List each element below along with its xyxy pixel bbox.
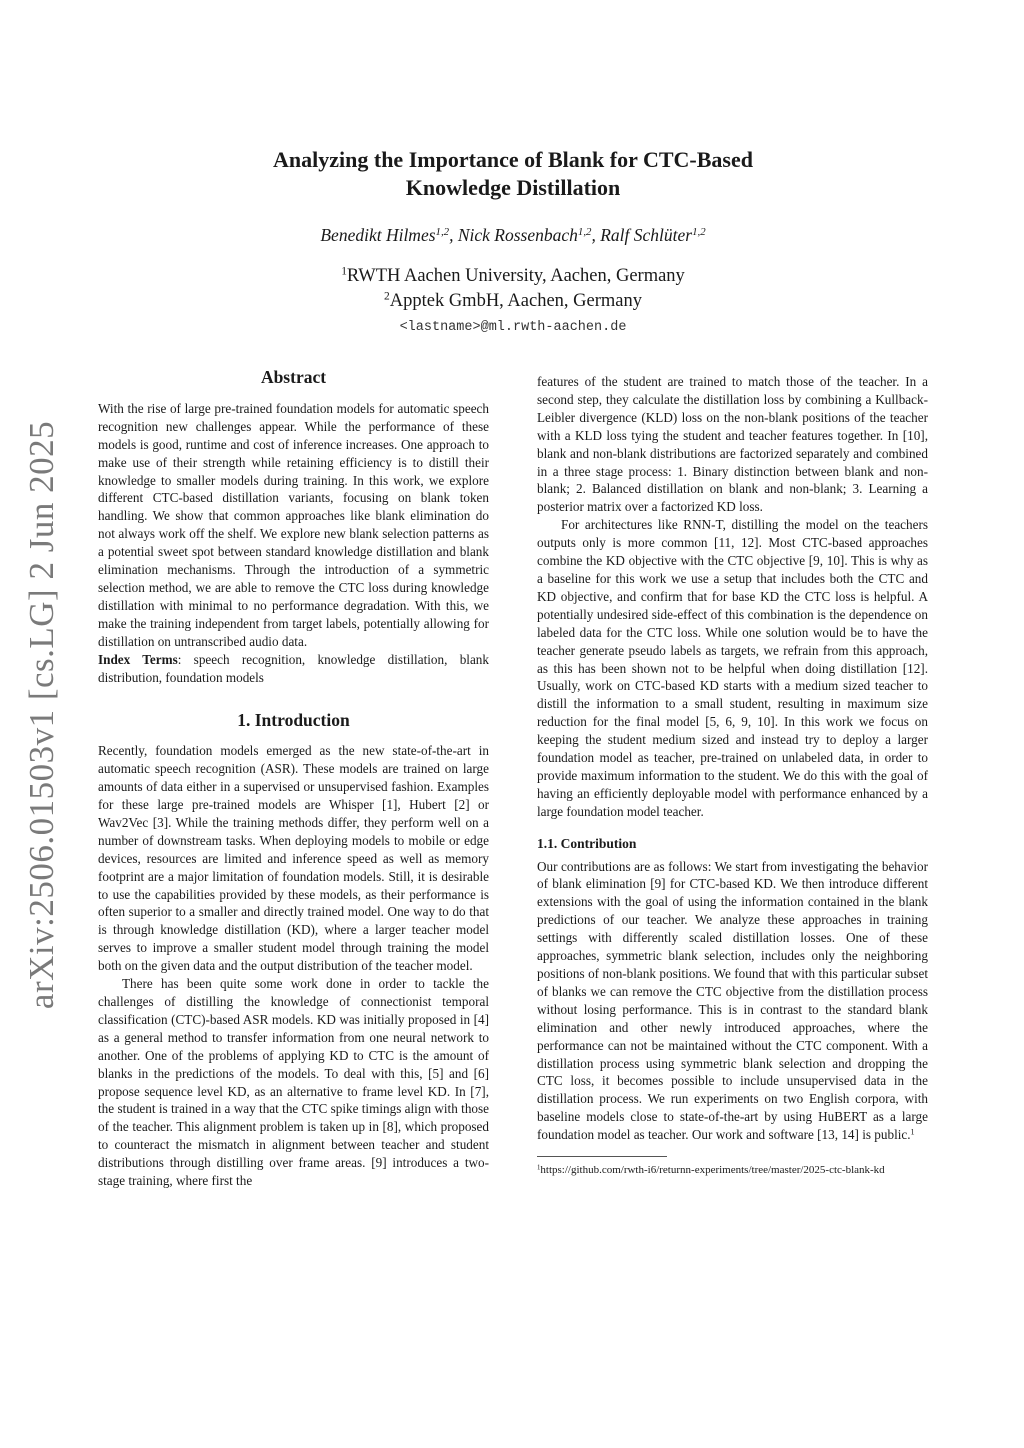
title-line-1: Analyzing the Importance of Blank for CTC-Based	[273, 147, 753, 172]
right-paragraph-1: features of the student are trained to match those of the teacher. In a second step, they calculate the distillation loss by combining a Kullback-Leibler divergence (KLD) loss on the non-blank positions of the teacher with a KLD loss tying the student and teacher features together. In [10], blank and non-blank distributions are factorized separately and combined in a three stage process: 1. Binary distinction between blank and non-blank; 2. Balanced distillation on blank and non-blank; 3. Learning a posterior matrix over a factorized KD loss.	[537, 374, 928, 515]
paper-title	[200, 146, 826, 202]
affiliation-1	[200, 266, 826, 287]
intro-paragraph-1: Recently, foundation models emerged as the new state-of-the-art in automatic speech recognition (ASR). These models are trained on large amounts of data either in a supervised or unsupervised fashion. Examples for these large pre-trained models are Whisper [1], Hubert [2] or Wav2Vec [3]. While the training methods differ, they perform well on a number of downstream tasks. When deploying models to mobile or edge devices, resources are limited and inference speed as well as memory footprint are a major limitation of foundation models. Still, it is desirable to use the capabilities provided by these models, as their performance is often superior to a smaller and directly trained model. One way to do that is through knowledge distillation (KD), where a larger teacher model serves to improve a smaller student model through training the model both on the given data and the output distribution of the teacher model.	[98, 743, 489, 974]
author-email: <lastname>@ml.rwth-aachen.de	[399, 320, 627, 335]
footnote-divider	[537, 1156, 667, 1157]
affiliation-mark: 1	[341, 265, 347, 278]
abstract-text: With the rise of large pre-trained foundation models for automatic speech recognition new challenges appear. While the performance of these models is good, runtime and cost of inference increases. One approach to make use of their strength while retaining efficiency is to distill their knowledge to smaller models during training. In this work, we explore different CTC-based distillation variants, focusing on blank token handling. We show that common approaches like blank elimination do not always work off the shelf. We explore new blank selection patterns as a potential sweet spot between standard knowledge distillation and blank elimination mechanisms. Through the introduction of a symmetric selection method, we are able to remove the CTC loss during knowledge distillation with minimal to no performance degradation. With this, we make the training independent from target labels, potentially allowing for distillation on untranscribed audio data.	[98, 400, 489, 649]
abstract-heading: Abstract	[260, 367, 327, 387]
author-affiliation-mark: 1,2	[577, 226, 592, 239]
right-paragraph-2: For architectures like RNN-T, distilling the model on the teachers outputs only is more common [11, 12]. Most CTC-based approaches combine the KD objective with the CTC objective [9, 10]. This is why as a baseline for this work we use a setup that includes both the CTC and KD objective, and confirm that for base KD the CTC loss is helpful. A potentially undesired side-effect of this combination is the dependence on labeled data for the CTC loss. While one solution would be to have the teacher generate pseudo labels as targets, we refrain from this approach, as this has been shown not to be helpful when doing distillation [12]. Usually, work on CTC-based KD starts with a medium sized teacher to distill the information to a small student, resulting in maximum size reduction for the final model [5, 6, 9, 10]. In this work we focus on keeping the student medium sized and instead try to deploy a larger foundation model as teacher, pre-trained on unlabeled data, in order to provide maximum information to the student. We do this with the goal of having an efficiently deployable model with performance enhanced by a large foundation model teacher.	[537, 517, 928, 819]
index-terms-text: : speech recognition, knowledge distillation, blank distribution, foundation models	[98, 651, 489, 685]
author-affiliation-mark: 1,2	[435, 226, 450, 239]
author-separator: ,	[449, 225, 458, 245]
footnote-reference[interactable]: 1	[910, 1127, 915, 1137]
left-column	[98, 369, 489, 1190]
author-affiliation-mark: 1,2	[692, 226, 706, 239]
contribution-text: Our contributions are as follows: We start from investigating the behavior of blank elimination [9] for CTC-based KD. We then introduce different extensions with the goal of using the information contained in the blank predictions of our teacher. We analyze these approaches in training settings with differently scaled distillation losses. One of these approaches, symmetric blank selection, includes only the neighboring positions of non-blank positions. We found that with this particular subset of blanks we can remove the CTC objective from the distillation process without losing performance. This is in contrast to the standard blank elimination and other newly introduced approaches, where the performance can not be maintained without the CTC component. With a distillation process using symmetric blank selection and dropping the CTC loss, it becomes possible to include unsupervised data in the distillation process. We run experiments on two English corpora, with baseline models close to state-of-the-art by using HuBERT as a large foundation model as teacher. Our work and software [13, 14] is public.	[537, 858, 928, 1143]
affiliation-2	[200, 291, 826, 312]
index-terms	[98, 651, 489, 687]
contribution-heading: 1.1. Contribution	[537, 835, 637, 851]
right-column	[537, 373, 928, 1178]
author-name: Benedikt Hilmes	[320, 225, 436, 245]
introduction-heading: 1. Introduction	[237, 710, 350, 731]
affiliation-text: Apptek GmbH, Aachen, Germany	[389, 291, 642, 311]
title-line-2: Knowledge Distillation	[405, 175, 621, 200]
author-separator: ,	[591, 225, 601, 245]
intro-paragraph-2: There has been quite some work done in order to tackle the challenges of distilling the knowledge of connectionist temporal classification (CTC)-based ASR models. KD was initially proposed in [4] as a general method to transfer information from one neural network to another. One of the problems of applying KD to CTC is the amount of blanks in the predictions of the models. To deal with this, [5] and [6] propose sequence level KD, as an alternative to frame level KD. In [7], the student is trained in a way that the CTC spike timings align with those of the teacher. This alignment problem is taken up in [8], which proposed to counteract the mismatch in alignment between teacher and student distributions through distilling over frame areas. [9] introduces a two-stage training, where first the	[98, 976, 489, 1189]
affiliation-text: RWTH Aachen University, Aachen, Germany	[346, 266, 685, 286]
footnote-mark: 1	[537, 1164, 541, 1172]
author-name: Ralf Schlüter	[600, 225, 693, 245]
author-name: Nick Rossenbach	[457, 225, 578, 245]
footnote-url[interactable]: https://github.com/rwth-i6/returnn-experiments/tree/master/2025-ctc-blank-kd	[540, 1164, 885, 1177]
footnote	[537, 1163, 928, 1178]
index-terms-label: Index Terms	[98, 651, 178, 667]
contribution-paragraph	[537, 858, 928, 1145]
arxiv-side-stamp: arXiv:2506.01503v1 [cs.LG] 2 Jun 2025	[22, 420, 61, 1010]
affiliation-mark: 2	[384, 290, 390, 303]
author-list	[200, 225, 826, 246]
